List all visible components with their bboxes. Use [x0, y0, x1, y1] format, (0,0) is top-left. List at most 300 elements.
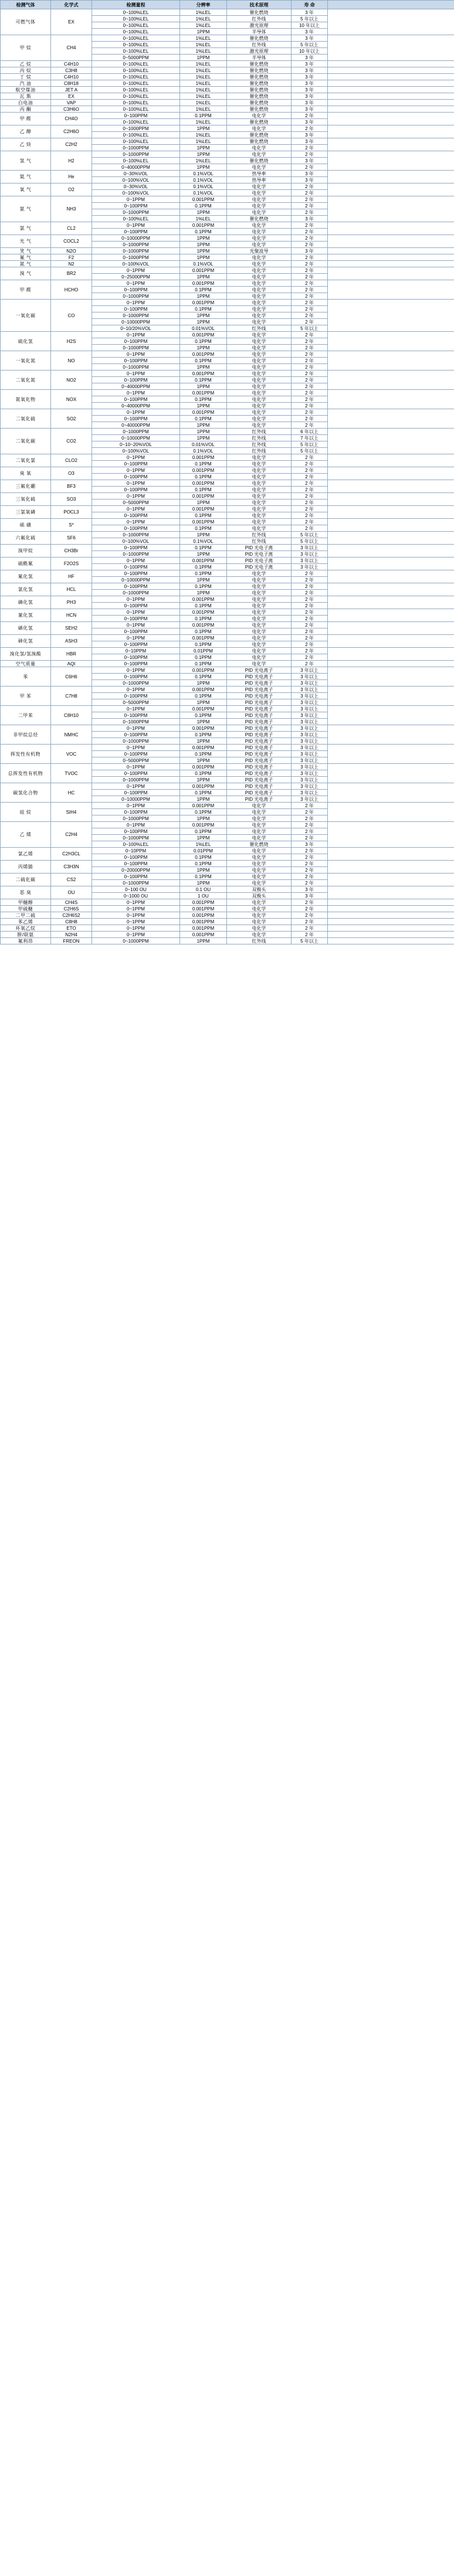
cell-resolution: 1PPM	[180, 551, 227, 558]
cell-lifetime: 2 年	[292, 880, 328, 886]
cell-formula: C8H8	[51, 919, 92, 925]
gas-spec-table	[0, 0, 454, 944]
cell-lifetime: 3 年以上	[292, 770, 328, 777]
cell-resolution: 1%LEL	[180, 93, 227, 100]
cell-formula: NO	[51, 351, 92, 371]
cell-technology: 电化学	[227, 222, 292, 229]
cell-resolution: 0.001PPM	[180, 300, 227, 306]
cell-formula: CO	[51, 300, 92, 332]
cell-lifetime: 2 年	[292, 480, 328, 487]
cell-gas-name: 环氧乙烷	[1, 925, 51, 932]
cell-technology: 红外线	[227, 435, 292, 441]
cell-resolution: 0.1PPM	[180, 732, 227, 738]
cell-pad	[328, 783, 454, 803]
cell-gas-name: 溴 气	[1, 267, 51, 280]
cell-resolution: 0.001PPM	[180, 932, 227, 938]
cell-pad	[328, 558, 454, 570]
cell-technology: 红外线	[227, 938, 292, 944]
cell-resolution: 1PPM	[180, 345, 227, 351]
cell-technology: 催化燃烧	[227, 35, 292, 42]
cell-range: 0~1PPM	[92, 622, 180, 628]
cell-resolution: 1PPM	[180, 590, 227, 596]
cell-technology: PID 光电离子	[227, 712, 292, 719]
cell-range: 0~100%LEL	[92, 67, 180, 74]
cell-range: 0~1000PPM	[92, 777, 180, 783]
cell-lifetime: 3 年	[292, 9, 328, 16]
cell-gas-name: 二氧化碳	[1, 429, 51, 454]
cell-lifetime: 2 年	[292, 145, 328, 151]
cell-lifetime: 2 年	[292, 254, 328, 261]
cell-gas-name: 光 气	[1, 235, 51, 248]
cell-range: 0~1PPM	[92, 558, 180, 564]
cell-lifetime: 2 年	[292, 377, 328, 383]
cell-lifetime: 2 年	[292, 125, 328, 132]
cell-range: 0~1PPM	[92, 280, 180, 287]
cell-gas-name: 甲醚醇	[1, 899, 51, 906]
cell-pad	[328, 261, 454, 267]
cell-lifetime: 2 年	[292, 222, 328, 229]
cell-technology: 电化学	[227, 358, 292, 364]
cell-technology: 电化学	[227, 371, 292, 377]
cell-range: 0~100%LEL	[92, 132, 180, 138]
cell-resolution: 0.1PPM	[180, 809, 227, 815]
cell-resolution: 0.001PPM	[180, 783, 227, 790]
cell-gas-name: 二硫化碳	[1, 874, 51, 886]
cell-technology: 电化学	[227, 512, 292, 519]
cell-gas-name: 瓦 斯	[1, 93, 51, 100]
cell-resolution: 0.001PPM	[180, 390, 227, 396]
cell-lifetime: 2 年	[292, 803, 328, 809]
cell-lifetime: 2 年	[292, 203, 328, 209]
cell-formula: C7H8	[51, 687, 92, 706]
cell-formula: C3H3N	[51, 861, 92, 874]
cell-resolution: 1%LEL	[180, 119, 227, 125]
cell-lifetime: 3 年	[292, 93, 328, 100]
cell-pad	[328, 635, 454, 648]
cell-formula: CH4S	[51, 899, 92, 906]
cell-pad	[328, 106, 454, 113]
cell-technology: 催化燃烧	[227, 61, 292, 67]
cell-range: 0~100%LEL	[92, 80, 180, 87]
cell-range: 0~1PPM	[92, 635, 180, 641]
cell-lifetime: 5 年以上	[292, 16, 328, 22]
table-row	[1, 280, 454, 287]
cell-technology: 电化学	[227, 493, 292, 499]
cell-technology: 电化学	[227, 274, 292, 280]
cell-lifetime: 2 年	[292, 338, 328, 345]
cell-pad	[328, 874, 454, 886]
cell-lifetime: 5 年以上	[292, 538, 328, 545]
cell-range: 0~1PPM	[92, 899, 180, 906]
cell-lifetime: 2 年	[292, 454, 328, 461]
cell-gas-name: 硫 磺	[1, 519, 51, 532]
cell-resolution: 1PPM	[180, 815, 227, 822]
cell-lifetime: 2 年	[292, 287, 328, 293]
cell-technology: 催化燃烧	[227, 74, 292, 80]
cell-gas-name: 一氧化碳	[1, 300, 51, 332]
cell-formula: COCL2	[51, 235, 92, 248]
cell-lifetime: 2 年	[292, 151, 328, 158]
table-row	[1, 454, 454, 461]
cell-technology: 催化燃烧	[227, 132, 292, 138]
table-row	[1, 899, 454, 906]
cell-formula: PH3	[51, 596, 92, 609]
cell-range: 0~100%LEL	[92, 16, 180, 22]
cell-resolution: 0.1%VOL	[180, 171, 227, 177]
cell-gas-name: 丙烯腈	[1, 861, 51, 874]
cell-resolution: 1%LEL	[180, 216, 227, 222]
table-row	[1, 9, 454, 16]
cell-range: 0~100%LEL	[92, 138, 180, 145]
cell-formula: S*	[51, 519, 92, 532]
cell-lifetime: 5 年以上	[292, 325, 328, 332]
cell-formula: SF6	[51, 532, 92, 545]
cell-pad	[328, 429, 454, 454]
cell-pad	[328, 67, 454, 74]
cell-formula: CO2	[51, 429, 92, 454]
cell-technology: 电化学	[227, 332, 292, 338]
cell-technology: 电化学	[227, 570, 292, 577]
cell-lifetime: 3 年以上	[292, 680, 328, 687]
cell-formula: C3H6O	[51, 106, 92, 113]
cell-resolution: 1PPM	[180, 403, 227, 409]
cell-pad	[328, 519, 454, 532]
cell-lifetime: 3 年以上	[292, 564, 328, 570]
cell-pad	[328, 125, 454, 138]
cell-pad	[328, 912, 454, 919]
cell-formula: BF3	[51, 480, 92, 493]
cell-technology: PID 光电离子	[227, 719, 292, 725]
cell-range: 0~1PPM	[92, 919, 180, 925]
table-row	[1, 196, 454, 203]
table-row	[1, 171, 454, 177]
cell-resolution: 0.001PPM	[180, 687, 227, 693]
table-row	[1, 300, 454, 306]
cell-resolution: 0.1PPM	[180, 461, 227, 467]
cell-lifetime: 2 年	[292, 525, 328, 532]
cell-formula: BR2	[51, 267, 92, 280]
cell-range: 0~100PPM	[92, 790, 180, 796]
cell-pad	[328, 745, 454, 764]
cell-range: 0~100%LEL	[92, 29, 180, 35]
cell-technology: 电化学	[227, 628, 292, 635]
cell-technology: 电化学	[227, 590, 292, 596]
cell-technology: 催化燃烧	[227, 106, 292, 113]
cell-range: 0~100PPM	[92, 854, 180, 861]
cell-technology: 电化学	[227, 654, 292, 661]
cell-technology: 电化学	[227, 854, 292, 861]
cell-gas-name: 丁 烷	[1, 74, 51, 80]
cell-resolution: 0.001PPM	[180, 822, 227, 828]
cell-resolution: 0.001PPM	[180, 906, 227, 912]
cell-range: 0~1PPM	[92, 454, 180, 461]
cell-technology: 电化学	[227, 596, 292, 603]
cell-resolution: 0.1PPM	[180, 396, 227, 403]
table-header	[1, 1, 454, 9]
cell-gas-name: 总挥发性有机物	[1, 764, 51, 783]
cell-lifetime: 3 年以上	[292, 790, 328, 796]
cell-pad	[328, 138, 454, 151]
cell-resolution: 1PPM	[180, 757, 227, 764]
cell-lifetime: 3 年	[292, 100, 328, 106]
table-row	[1, 661, 454, 667]
cell-resolution: 1PPM	[180, 55, 227, 61]
cell-lifetime: 2 年	[292, 474, 328, 480]
cell-formula: TVOC	[51, 764, 92, 783]
cell-technology: 电化学	[227, 635, 292, 641]
cell-technology: PID 光电离子	[227, 796, 292, 803]
cell-range: 0~10000PPM	[92, 435, 180, 441]
cell-lifetime: 2 年	[292, 280, 328, 287]
cell-range: 0~100%LEL	[92, 22, 180, 29]
table-row	[1, 874, 454, 880]
cell-technology: PID 光电离子	[227, 757, 292, 764]
cell-formula: EX	[51, 93, 92, 100]
table-row	[1, 429, 454, 435]
cell-resolution: 1PPM	[180, 248, 227, 254]
cell-pad	[328, 61, 454, 67]
cell-range: 0~1PPM	[92, 267, 180, 274]
cell-pad	[328, 687, 454, 706]
table-row	[1, 912, 454, 919]
cell-technology: 电化学	[227, 461, 292, 467]
cell-technology: 电化学	[227, 822, 292, 828]
cell-formula: SEH2	[51, 622, 92, 635]
cell-resolution: 0.1PPM	[180, 229, 227, 235]
cell-formula: C4H10	[51, 74, 92, 80]
cell-technology: PID 光电离子	[227, 738, 292, 745]
cell-technology: 电化学	[227, 506, 292, 512]
cell-technology: 电化学	[227, 474, 292, 480]
cell-range: 0~1000PPM	[92, 719, 180, 725]
cell-lifetime: 2 年	[292, 312, 328, 319]
table-row	[1, 519, 454, 525]
cell-gas-name: 氯 气	[1, 222, 51, 235]
cell-resolution: 1PPM	[180, 699, 227, 706]
cell-lifetime: 3 年以上	[292, 674, 328, 680]
cell-pad	[328, 648, 454, 661]
cell-lifetime: 2 年	[292, 274, 328, 280]
cell-range: 0~1PPM	[92, 925, 180, 932]
cell-formula: CL2	[51, 222, 92, 235]
table-row	[1, 706, 454, 712]
cell-lifetime: 2 年	[292, 235, 328, 242]
cell-formula: FREON	[51, 938, 92, 944]
cell-pad	[328, 622, 454, 635]
table-row	[1, 925, 454, 932]
cell-lifetime: 2 年	[292, 654, 328, 661]
cell-gas-name: 氢 气	[1, 151, 51, 171]
cell-resolution: 0.1PPM	[180, 525, 227, 532]
cell-resolution: 0.001PPM	[180, 467, 227, 474]
cell-range: 0~1PPM	[92, 609, 180, 616]
table-row	[1, 596, 454, 603]
cell-pad	[328, 667, 454, 687]
cell-range: 0~1000PPM	[92, 125, 180, 132]
cell-lifetime: 3 年	[292, 55, 328, 61]
cell-formula: C2H2	[51, 138, 92, 151]
cell-lifetime: 2 年	[292, 822, 328, 828]
cell-lifetime: 2 年	[292, 628, 328, 635]
cell-resolution: 0.001PPM	[180, 409, 227, 416]
cell-range: 0~100PPM	[92, 203, 180, 209]
cell-lifetime: 2 年	[292, 332, 328, 338]
cell-technology: 激光原理	[227, 22, 292, 29]
cell-pad	[328, 583, 454, 596]
table-row	[1, 803, 454, 809]
cell-gas-name: 二氧化硫	[1, 409, 51, 429]
cell-resolution: 0.001PPM	[180, 706, 227, 712]
cell-resolution: 0.01PPM	[180, 848, 227, 854]
cell-technology: 电化学	[227, 396, 292, 403]
cell-range: 0~30%VOL	[92, 183, 180, 190]
cell-pad	[328, 300, 454, 332]
cell-resolution: 1PPM	[180, 151, 227, 158]
cell-resolution: 1%LEL	[180, 42, 227, 48]
cell-lifetime: 2 年	[292, 467, 328, 474]
cell-formula: OU	[51, 886, 92, 899]
cell-technology: 红外线	[227, 448, 292, 454]
table-row	[1, 583, 454, 590]
cell-formula: NH3	[51, 196, 92, 222]
cell-gas-name: 氧 气	[1, 183, 51, 196]
cell-pad	[328, 925, 454, 932]
cell-range: 0~30%VOL	[92, 171, 180, 177]
table-row	[1, 622, 454, 628]
cell-technology: 红外线	[227, 16, 292, 22]
cell-range: 0~100%LEL	[92, 42, 180, 48]
table-row	[1, 938, 454, 944]
cell-gas-name: 航空煤油	[1, 87, 51, 93]
table-row	[1, 822, 454, 828]
cell-pad	[328, 661, 454, 667]
cell-technology: PID 光电离子	[227, 667, 292, 674]
cell-technology: PID 光电离子	[227, 687, 292, 693]
cell-gas-name: 甲 醛	[1, 280, 51, 300]
cell-formula: F2O2S	[51, 558, 92, 570]
cell-resolution: 0.01PPM	[180, 648, 227, 654]
cell-range: 0~1000PPM	[92, 880, 180, 886]
cell-range: 0~100%LEL	[92, 9, 180, 16]
cell-formula: N2	[51, 261, 92, 267]
table-row	[1, 648, 454, 654]
cell-resolution: 1%LEL	[180, 158, 227, 164]
cell-range: 0~20000PPM	[92, 867, 180, 874]
table-row	[1, 261, 454, 267]
cell-resolution: 1PPM	[180, 532, 227, 538]
cell-resolution: 1PPM	[180, 312, 227, 319]
cell-lifetime: 3 年以上	[292, 706, 328, 712]
cell-gas-name: 氦 气	[1, 171, 51, 183]
cell-technology: 电化学	[227, 209, 292, 216]
cell-lifetime: 2 年	[292, 848, 328, 854]
cell-gas-name: 甲 苯	[1, 687, 51, 706]
cell-lifetime: 3 年以上	[292, 712, 328, 719]
cell-lifetime: 5 年以上	[292, 42, 328, 48]
table-row	[1, 932, 454, 938]
cell-range: 0~40000PPM	[92, 422, 180, 429]
cell-formula: H2	[51, 151, 92, 171]
cell-technology: 电化学	[227, 254, 292, 261]
cell-resolution: 0.001PPM	[180, 371, 227, 377]
cell-resolution: 0.1PPM	[180, 674, 227, 680]
cell-range: 0~100PPM	[92, 616, 180, 622]
table-row	[1, 532, 454, 538]
cell-resolution: 0.001PPM	[180, 332, 227, 338]
cell-lifetime: 3 年	[292, 35, 328, 42]
header-formula: 化学式	[51, 1, 92, 9]
cell-range: 0~1PPM	[92, 332, 180, 338]
cell-range: 0~100%LEL	[92, 841, 180, 848]
cell-resolution: 1%LEL	[180, 138, 227, 145]
cell-technology: 电化学	[227, 661, 292, 667]
cell-resolution: 0.001PPM	[180, 351, 227, 358]
cell-range: 0~1PPM	[92, 390, 180, 396]
cell-technology: 电化学	[227, 603, 292, 609]
table-row	[1, 113, 454, 119]
cell-lifetime: 2 年	[292, 603, 328, 609]
cell-range: 0~1PPM	[92, 822, 180, 828]
cell-lifetime: 2 年	[292, 422, 328, 429]
cell-range: 0~100PPM	[92, 487, 180, 493]
cell-lifetime: 2 年	[292, 190, 328, 196]
cell-technology: 电化学	[227, 525, 292, 532]
cell-resolution: 0.001PPM	[180, 764, 227, 770]
cell-formula: O2	[51, 183, 92, 196]
cell-technology: 电化学	[227, 861, 292, 867]
header-row	[1, 1, 454, 9]
cell-technology: 电化学	[227, 403, 292, 409]
cell-lifetime: 2 年	[292, 570, 328, 577]
table-row	[1, 138, 454, 145]
cell-range: 0~1PPM	[92, 467, 180, 474]
cell-resolution: 1%LEL	[180, 106, 227, 113]
cell-lifetime: 2 年	[292, 261, 328, 267]
cell-technology: 电化学	[227, 125, 292, 132]
cell-technology: PID 光电子离	[227, 551, 292, 558]
cell-formula: HCN	[51, 609, 92, 622]
cell-lifetime: 2 年	[292, 512, 328, 519]
header-gas-name: 检测气体	[1, 1, 51, 9]
cell-range: 0~1PPM	[92, 912, 180, 919]
cell-formula: SO3	[51, 493, 92, 506]
table-row	[1, 93, 454, 100]
cell-resolution: 0.1PPM	[180, 377, 227, 383]
cell-pad	[328, 725, 454, 745]
cell-pad	[328, 390, 454, 409]
cell-range: 0~100 OU	[92, 886, 180, 893]
cell-formula: SIH4	[51, 803, 92, 822]
cell-technology: 电化学	[227, 803, 292, 809]
cell-lifetime: 3 年	[292, 841, 328, 848]
cell-range: 0~1000PPM	[92, 835, 180, 841]
cell-technology: PID 光电离子	[227, 732, 292, 738]
cell-technology: PID 光电离子	[227, 770, 292, 777]
cell-lifetime: 2 年	[292, 416, 328, 422]
header-resolution: 分辨率	[180, 1, 227, 9]
table-row	[1, 667, 454, 674]
cell-lifetime: 2 年	[292, 609, 328, 616]
cell-range: 0~100PPM	[92, 229, 180, 235]
cell-formula: C4H10	[51, 61, 92, 67]
cell-resolution: 0.1PPM	[180, 712, 227, 719]
cell-pad	[328, 280, 454, 300]
cell-lifetime: 2 年	[292, 809, 328, 815]
cell-range: 0~100%LEL	[92, 216, 180, 222]
cell-gas-name: 乙 烯	[1, 822, 51, 848]
cell-formula: NO2	[51, 371, 92, 390]
cell-range: 0~100%VOL	[92, 190, 180, 196]
